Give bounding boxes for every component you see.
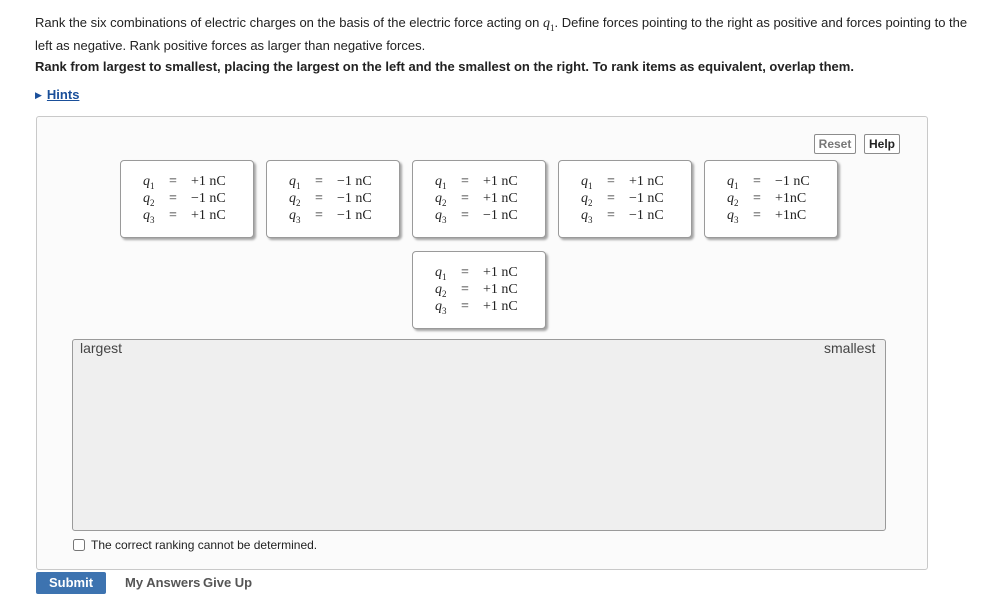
q1-symbol: $q_1$	[542, 16, 555, 33]
q1-value: −1 nC	[337, 174, 372, 189]
charge-card[interactable]: $q_1$ = −1 nC $q_2$ = −1 nC $q_3$ = −1 nC	[266, 160, 400, 238]
q1-value: +1 nC	[483, 174, 518, 189]
caret-right-icon: ▶	[35, 90, 42, 100]
q3-value: −1 nC	[629, 208, 664, 223]
charge-card[interactable]: $q_1$ = +1 nC $q_2$ = −1 nC $q_3$ = −1 nC	[558, 160, 692, 238]
charge-card[interactable]: $q_1$ = −1 nC $q_2$ = +1nC $q_3$ = +1nC	[704, 160, 838, 238]
q3-value: +1nC	[775, 208, 807, 223]
q2-label: $q_2$	[435, 282, 447, 299]
q3-label: $q_3$	[143, 208, 155, 225]
q2-label: $q_2$	[143, 191, 155, 208]
q2-label: $q_2$	[727, 191, 739, 208]
cannot-determine-label[interactable]: The correct ranking cannot be determined.	[91, 538, 318, 552]
charge-card[interactable]: $q_1$ = +1 nC $q_2$ = −1 nC $q_3$ = +1 nC	[120, 160, 254, 238]
hints-link[interactable]: Hints	[46, 87, 80, 102]
q1-label: $q_1$	[581, 174, 593, 191]
q1-label: $q_1$	[143, 174, 155, 191]
ranking-drop-area[interactable]	[72, 339, 886, 531]
q2-value: −1 nC	[337, 191, 372, 206]
give-up-link[interactable]: Give Up	[203, 575, 253, 590]
hints-toggle[interactable]	[35, 87, 79, 102]
charge-card[interactable]: $q_1$ = +1 nC $q_2$ = +1 nC $q_3$ = −1 nC	[412, 160, 546, 238]
reset-button[interactable]: Reset	[814, 134, 856, 154]
q2-value: −1 nC	[629, 191, 664, 206]
q3-value: +1 nC	[483, 299, 518, 314]
submit-button[interactable]: Submit	[36, 572, 106, 594]
q1-value: −1 nC	[775, 174, 810, 189]
q1-label: $q_1$	[435, 174, 447, 191]
q2-label: $q_2$	[581, 191, 593, 208]
q1-label: $q_1$	[727, 174, 739, 191]
q2-value: +1nC	[775, 191, 807, 206]
q1-label: $q_1$	[435, 265, 447, 282]
cannot-determine-checkbox[interactable]	[73, 539, 85, 551]
smallest-label: smallest	[824, 340, 876, 356]
q3-value: +1 nC	[191, 208, 226, 223]
q3-label: $q_3$	[435, 299, 447, 316]
q3-value: −1 nC	[483, 208, 518, 223]
q3-label: $q_3$	[435, 208, 447, 225]
q3-label: $q_3$	[289, 208, 301, 225]
q3-value: −1 nC	[337, 208, 372, 223]
charge-card[interactable]: $q_1$ = +1 nC $q_2$ = +1 nC $q_3$ = +1 nC	[412, 251, 546, 329]
q3-label: $q_3$	[581, 208, 593, 225]
question-text-pre: Rank the six combinations of electric charges on the basis of the electric force acting on	[35, 15, 543, 30]
help-button[interactable]: Help	[864, 134, 900, 154]
q1-label: $q_1$	[289, 174, 301, 191]
q2-value: +1 nC	[483, 282, 518, 297]
q2-label: $q_2$	[435, 191, 447, 208]
q2-value: +1 nC	[483, 191, 518, 206]
q2-value: −1 nC	[191, 191, 226, 206]
q1-value: +1 nC	[191, 174, 226, 189]
question-text	[35, 14, 980, 55]
q2-label: $q_2$	[289, 191, 301, 208]
my-answers-link[interactable]: My Answers	[125, 575, 201, 590]
q1-value: +1 nC	[629, 174, 664, 189]
q3-label: $q_3$	[727, 208, 739, 225]
largest-label: largest	[80, 340, 123, 356]
ranking-instruction: Rank from largest to smallest, placing the largest on the left and the smallest on the right. To rank items as equivalent, overlap them.	[35, 59, 854, 74]
question-text-post: . Define forces pointing to the right as positive and forces pointing to the left as negative. Rank positive forces as larger than negative forces.	[35, 15, 968, 53]
q1-value: +1 nC	[483, 265, 518, 280]
